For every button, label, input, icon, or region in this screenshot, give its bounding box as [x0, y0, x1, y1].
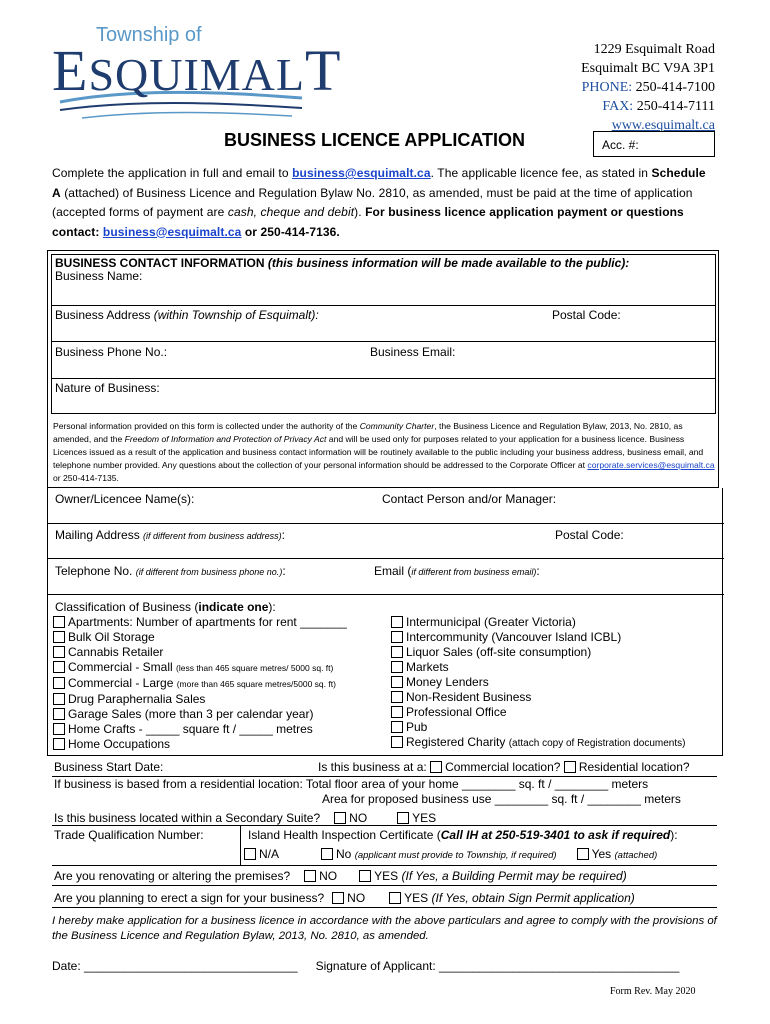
checkbox[interactable]: [391, 736, 403, 748]
checkbox[interactable]: [391, 661, 403, 673]
class-option-home-crafts[interactable]: Home Crafts - _____ square ft / _____ metres: [53, 722, 347, 737]
commercial-checkbox[interactable]: [430, 761, 442, 773]
residential-checkbox[interactable]: [564, 761, 576, 773]
checkbox[interactable]: [53, 693, 65, 705]
business-contact-fields: [51, 254, 716, 414]
owner-section: [47, 488, 723, 756]
secondary-suite-question: Is this business located within a Secondary Suite? NO YES: [54, 811, 437, 825]
checkbox[interactable]: [391, 676, 403, 688]
owner-email-label[interactable]: Email (if different from business email):: [374, 564, 540, 578]
account-number-field[interactable]: Acc. #:: [593, 131, 715, 157]
ih-no-checkbox[interactable]: [321, 848, 333, 860]
renovating-question: Are you renovating or altering the premises? NO YES (If Yes, a Building Permit may be required): [54, 869, 627, 883]
class-option-registered-charity[interactable]: Registered Charity (attach copy of Registration documents): [391, 735, 685, 751]
suite-yes-checkbox[interactable]: [397, 812, 409, 824]
email-link-2[interactable]: business@esquimalt.ca: [102, 224, 242, 239]
checkbox[interactable]: [53, 723, 65, 735]
owner-names-label[interactable]: Owner/Licencee Name(s):: [55, 492, 195, 506]
date-field[interactable]: Date: ________________________________: [52, 959, 298, 973]
contact-header: BUSINESS CONTACT INFORMATION (this business information will be made available to the public):: [55, 256, 630, 270]
checkbox[interactable]: [391, 691, 403, 703]
checkbox[interactable]: [53, 616, 65, 628]
ih-yes-checkbox[interactable]: [577, 848, 589, 860]
signature-row: [52, 959, 679, 973]
business-address-label[interactable]: Business Address (within Township of Esquimalt):: [55, 308, 319, 322]
ih-na-checkbox[interactable]: [244, 848, 256, 860]
sign-question: Are you planning to erect a sign for your business? NO YES (If Yes, obtain Sign Permit application): [54, 891, 635, 905]
business-email-label[interactable]: Business Email:: [370, 345, 456, 359]
checkbox[interactable]: [53, 646, 65, 658]
residential-floor-area[interactable]: If business is based from a residential location: Total floor area of your home ________ sq. ft / ________ meters: [54, 777, 649, 791]
classification-label: Classification of Business (indicate one):: [55, 600, 276, 614]
reno-no-checkbox[interactable]: [304, 870, 316, 882]
street: 1229 Esquimalt Road: [593, 42, 715, 57]
class-option-pub[interactable]: Pub: [391, 720, 685, 735]
classification-left-list: [53, 615, 347, 752]
contact-person-label[interactable]: Contact Person and/or Manager:: [382, 492, 557, 506]
township-logo: [52, 18, 342, 128]
class-option-commercial-large[interactable]: Commercial - Large (more than 465 square metres/5000 sq. ft): [53, 676, 347, 692]
sign-yes-checkbox[interactable]: [389, 892, 401, 904]
class-option-intermunicipal[interactable]: Intermunicipal (Greater Victoria): [391, 615, 685, 630]
signature-field[interactable]: Signature of Applicant: ____________________________________: [315, 959, 680, 973]
checkbox[interactable]: [53, 631, 65, 643]
intro-paragraph: Complete the application in full and email to business@esquimalt.ca. The applicable licence fee, as stated in Schedule A (attached) of Business Licence and Regulation Bylaw No. 2810, as amended, must be paid at the time of application (accepted forms of payment are cash, cheque and debit). For business licence application payment or questions contact: business@esquimalt.ca or 250-414-7136.: [52, 166, 706, 239]
page-title: BUSINESS LICENCE APPLICATION: [224, 130, 526, 150]
business-name-label: Business Name:: [55, 269, 143, 283]
checkbox[interactable]: [391, 631, 403, 643]
class-option-cannabis[interactable]: Cannabis Retailer: [53, 645, 347, 660]
checkbox[interactable]: [391, 706, 403, 718]
class-option-home-occupations[interactable]: Home Occupations: [53, 737, 347, 752]
island-health-options: N/A No (applicant must provide to Township, if required) Yes (attached): [244, 847, 657, 861]
checkbox[interactable]: [53, 708, 65, 720]
classification-right-list: [391, 615, 685, 751]
postal-code-label[interactable]: Postal Code:: [552, 308, 621, 322]
class-option-apartments[interactable]: Apartments: Number of apartments for rent _______: [53, 615, 347, 630]
checkbox[interactable]: [391, 616, 403, 628]
website-link[interactable]: www.esquimalt.ca: [611, 118, 715, 133]
class-option-garage-sales[interactable]: Garage Sales (more than 3 per calendar year): [53, 707, 347, 722]
corporate-email-link[interactable]: corporate.services@esquimalt.ca: [587, 460, 715, 470]
checkbox[interactable]: [53, 661, 65, 673]
nature-of-business-label[interactable]: Nature of Business:: [55, 381, 160, 395]
declaration-text: I hereby make application for a business licence in accordance with the above particulars and agree to comply with the provisions of the Business Licence and Regulation Bylaw, 2013, No. 2810, as amended.: [52, 915, 717, 942]
telephone-label[interactable]: Telephone No. (if different from business phone no.):: [55, 564, 286, 578]
checkbox[interactable]: [391, 646, 403, 658]
class-option-bulk-oil[interactable]: Bulk Oil Storage: [53, 630, 347, 645]
logo-esquimalt-text: ESQUIMALT: [52, 38, 342, 103]
city: Esquimalt BC V9A 3P1: [581, 61, 715, 76]
class-option-markets[interactable]: Markets: [391, 660, 685, 675]
class-option-commercial-small[interactable]: Commercial - Small (less than 465 square metres/ 5000 sq. ft): [53, 660, 347, 676]
class-option-professional-office[interactable]: Professional Office: [391, 705, 685, 720]
owner-postal-code-label[interactable]: Postal Code:: [555, 528, 624, 542]
class-option-intercommunity[interactable]: Intercommunity (Vancouver Island ICBL): [391, 630, 685, 645]
class-option-drug-paraphernalia[interactable]: Drug Paraphernalia Sales: [53, 692, 347, 707]
privacy-notice: Personal information provided on this form is collected under the authority of the Community Charter, the Business Licence and Regulation Bylaw, 2013, No. 2810, as amended, and the Freedom of Information and Protection of Privacy Act and will be used only for purposes related to your application for a business licence. Business Licences issued as a result of the application and business contact information will be routinely available to the public including your business address, business email, and telephone number provided. Any questions about the collection of your personal information should be addressed to the Corporate Officer at corporate.services@esquimalt.ca or 250-414-7135.: [53, 421, 715, 483]
form-revision: Form Rev. May 2020: [610, 986, 696, 997]
reno-yes-checkbox[interactable]: [359, 870, 371, 882]
class-option-money-lenders[interactable]: Money Lenders: [391, 675, 685, 690]
address-block: [455, 40, 715, 135]
proposed-area[interactable]: Area for proposed business use ________ sq. ft / ________ meters: [322, 792, 681, 806]
location-question: Is this business at a: Commercial location? Residential location?: [318, 760, 690, 774]
class-option-non-resident[interactable]: Non-Resident Business: [391, 690, 685, 705]
island-health-label: Island Health Inspection Certificate (Call IH at 250-519-3401 to ask if required):: [248, 828, 678, 842]
start-date-label[interactable]: Business Start Date:: [54, 760, 164, 774]
logo-township-text: Township of: [96, 24, 202, 46]
phone: PHONE: 250-414-7100: [581, 80, 715, 95]
checkbox[interactable]: [391, 721, 403, 733]
checkbox[interactable]: [53, 738, 65, 750]
trade-qualification-label[interactable]: Trade Qualification Number:: [54, 828, 204, 842]
class-option-liquor-sales[interactable]: Liquor Sales (off-site consumption): [391, 645, 685, 660]
checkbox[interactable]: [53, 677, 65, 689]
mailing-address-label[interactable]: Mailing Address (if different from business address):: [55, 528, 285, 542]
business-phone-label[interactable]: Business Phone No.:: [55, 345, 168, 359]
email-link[interactable]: business@esquimalt.ca: [292, 166, 431, 180]
suite-no-checkbox[interactable]: [334, 812, 346, 824]
sign-no-checkbox[interactable]: [332, 892, 344, 904]
fax: FAX: 250-414-7111: [602, 99, 715, 114]
